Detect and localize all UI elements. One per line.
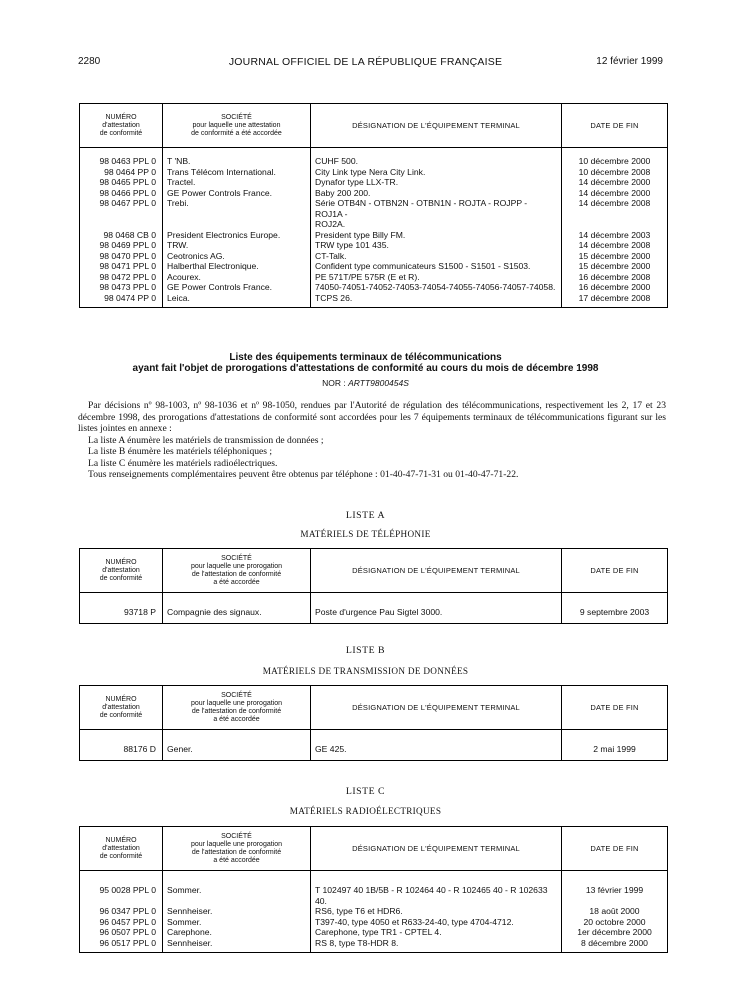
notice-title-line2: ayant fait l'objet de prorogations d'attestations de conformité au cours du mois de décembre 1998: [132, 363, 599, 374]
cell-societe: Acourex.: [163, 272, 311, 283]
cell-date-fin: 14 décembre 2008: [562, 198, 668, 230]
cell-societe: T 'NB.: [163, 148, 311, 167]
issue-date: 12 février 1999: [596, 56, 663, 67]
cell-date-fin: 10 décembre 2000: [562, 148, 668, 167]
page-number: 2280: [78, 56, 101, 67]
cell-date-fin: 16 décembre 2008: [562, 272, 668, 283]
cell-numero: 98 0464 PP 0: [80, 167, 163, 178]
cell-designation: TCPS 26.: [311, 293, 562, 308]
cell-numero: 98 0466 PPL 0: [80, 188, 163, 199]
cell-designation: City Link type Nera City Link.: [311, 167, 562, 178]
column-header-date-fin: DATE DE FIN: [562, 686, 668, 730]
cell-date-fin: 10 décembre 2008: [562, 167, 668, 178]
notice-paragraph: La liste A énumère les matériels de transmission de données ;: [88, 434, 324, 446]
table-header-row: [80, 827, 668, 871]
column-header-date-fin: DATE DE FIN: [562, 827, 668, 871]
table-row: [80, 593, 668, 624]
cell-numero: 98 0471 PPL 0: [80, 261, 163, 272]
column-header-societe: SOCIÉTÉ pour laquelle une prorogation de l'attestation de conformité a été accordée: [163, 686, 311, 730]
cell-numero: 88176 D: [80, 730, 163, 761]
cell-designation: 74050-74051-74052-74053-74054-74055-74056-74057-74058.: [311, 282, 562, 293]
column-header-designation: DÉSIGNATION DE L'ÉQUIPEMENT TERMINAL: [311, 104, 562, 148]
cell-societe: Sennheiser.: [163, 938, 311, 953]
cell-date-fin: 17 décembre 2008: [562, 293, 668, 308]
table-body: [80, 593, 668, 624]
table-row: [80, 167, 668, 178]
column-header-societe: SOCIÉTÉ pour laquelle une prorogation de l'attestation de conformité a été accordée: [163, 827, 311, 871]
cell-societe: Gener.: [163, 730, 311, 761]
liste-a-heading: LISTE A: [345, 510, 386, 521]
cell-designation: Confident type communicateurs S1500 - S1501 - S1503.: [311, 261, 562, 272]
cell-date-fin: 15 décembre 2000: [562, 261, 668, 272]
cell-numero: 95 0028 PPL 0: [80, 871, 163, 907]
table-row: [80, 251, 668, 262]
cell-date-fin: 9 septembre 2003: [562, 593, 668, 624]
table-body: [80, 730, 668, 761]
table-row: [80, 293, 668, 308]
cell-societe: GE Power Controls France.: [163, 282, 311, 293]
column-header-societe: SOCIÉTÉ pour laquelle une prorogation de l'attestation de conformité a été accordée: [163, 549, 311, 593]
table-row: [80, 230, 668, 241]
cell-designation: RS6, type T6 et HDR6.: [311, 906, 562, 917]
table-body: [80, 871, 668, 953]
column-header-date-fin: DATE DE FIN: [562, 549, 668, 593]
cell-numero: 98 0473 PPL 0: [80, 282, 163, 293]
cell-numero: 98 0474 PP 0: [80, 293, 163, 308]
attestation-table: [79, 103, 668, 308]
table-row: [80, 282, 668, 293]
liste-b-subheading: MATÉRIELS DE TRANSMISSION DE DONNÉES: [262, 666, 469, 676]
cell-societe: TRW.: [163, 240, 311, 251]
cell-numero: 96 0457 PPL 0: [80, 917, 163, 928]
cell-designation: TRW type 101 435.: [311, 240, 562, 251]
cell-date-fin: 13 février 1999: [562, 871, 668, 907]
notice-paragraph: La liste B énumère les matériels téléphoniques ;: [88, 446, 273, 457]
cell-numero: 96 0347 PPL 0: [80, 906, 163, 917]
column-header-numero: NUMÉRO d'attestation de conformité: [80, 549, 163, 593]
table-row: [80, 198, 668, 230]
cell-numero: 98 0467 PPL 0: [80, 198, 163, 230]
cell-designation: T397-40, type 4050 et R633-24-40, type 4704-4712.: [311, 917, 562, 928]
liste-b-table: [79, 685, 668, 761]
cell-societe: Tractel.: [163, 177, 311, 188]
notice-paragraph: Par décisions nº 98-1003, nº 98-1036 et nº 98-1050, rendues par l'Autorité de régulation des télécommunications, respectivement les 2, 17 et 23 décembre 1998, des prorogations d'attestations de conformité sont accordées pour les 7 équipements terminaux de télécommunications figurant sur les listes jointes en annexe :: [78, 400, 666, 434]
column-header-numero: NUMÉRO d'attestation de conformité: [80, 686, 163, 730]
liste-b-heading: LISTE B: [345, 645, 386, 656]
cell-designation: RS 8, type T8-HDR 8.: [311, 938, 562, 953]
cell-designation: GE 425.: [311, 730, 562, 761]
cell-numero: 96 0517 PPL 0: [80, 938, 163, 953]
cell-numero: 98 0465 PPL 0: [80, 177, 163, 188]
cell-societe: GE Power Controls France.: [163, 188, 311, 199]
table-row: [80, 917, 668, 928]
table-row: [80, 938, 668, 953]
table-row: [80, 927, 668, 938]
cell-designation: PE 571T/PE 575R (E et R).: [311, 272, 562, 283]
table-row: [80, 272, 668, 283]
cell-societe: Carephone.: [163, 927, 311, 938]
cell-designation: Carephone, type TR1 - CPTEL 4.: [311, 927, 562, 938]
cell-numero: 93718 P: [80, 593, 163, 624]
nor-reference: [0, 378, 731, 388]
table-row: [80, 261, 668, 272]
nor-value: ARTT9800454S: [348, 378, 409, 388]
cell-date-fin: 8 décembre 2000: [562, 938, 668, 953]
cell-numero: 98 0468 CB 0: [80, 230, 163, 241]
table-row: [80, 906, 668, 917]
liste-a-subheading: MATÉRIELS DE TÉLÉPHONIE: [300, 529, 431, 539]
cell-date-fin: 15 décembre 2000: [562, 251, 668, 262]
cell-numero: 98 0463 PPL 0: [80, 148, 163, 167]
column-header-date-fin: DATE DE FIN: [562, 104, 668, 148]
table-header-row: [80, 549, 668, 593]
liste-c-heading: LISTE C: [345, 786, 386, 797]
cell-societe: Trans Télécom International.: [163, 167, 311, 178]
cell-numero: 98 0472 PPL 0: [80, 272, 163, 283]
table-body: [80, 148, 668, 308]
journal-title: JOURNAL OFFICIEL DE LA RÉPUBLIQUE FRANÇAISE: [228, 56, 503, 68]
notice-paragraph: La liste C énumère les matériels radioélectriques.: [88, 457, 278, 469]
cell-designation: Poste d'urgence Pau Sigtel 3000.: [311, 593, 562, 624]
cell-date-fin: 14 décembre 2003: [562, 230, 668, 241]
cell-designation: CUHF 500.: [311, 148, 562, 167]
column-header-designation: DÉSIGNATION DE L'ÉQUIPEMENT TERMINAL: [311, 549, 562, 593]
cell-designation: Série OTB4N - OTBN2N - OTBN1N - ROJTA - ROJPP - ROJ1A - ROJ2A.: [311, 198, 562, 230]
table-header-row: [80, 104, 668, 148]
cell-designation: T 102497 40 1B/5B - R 102464 40 - R 102465 40 - R 102633 40.: [311, 871, 562, 907]
liste-c-subheading: MATÉRIELS RADIOÉLECTRIQUES: [289, 806, 442, 816]
table-row: [80, 240, 668, 251]
table-row: [80, 148, 668, 167]
cell-societe: Leica.: [163, 293, 311, 308]
cell-numero: 98 0470 PPL 0: [80, 251, 163, 262]
column-header-societe: SOCIÉTÉ pour laquelle une attestation de conformité a été accordée: [163, 104, 311, 148]
notice-title-line1: Liste des équipements terminaux de télécommunications: [229, 352, 502, 363]
cell-societe: Sommer.: [163, 917, 311, 928]
column-header-numero: NUMÉRO d'attestation de conformité: [80, 827, 163, 871]
notice-paragraph: Tous renseignements complémentaires peuvent être obtenus par téléphone : 01-40-47-71-31 ou 01-40-47-71-22.: [88, 469, 519, 480]
cell-societe: Sennheiser.: [163, 906, 311, 917]
cell-designation: Baby 200 200.: [311, 188, 562, 199]
column-header-numero: NUMÉRO d'attestation de conformité: [80, 104, 163, 148]
table-row: [80, 188, 668, 199]
cell-societe: President Electronics Europe.: [163, 230, 311, 241]
cell-numero: 98 0469 PPL 0: [80, 240, 163, 251]
liste-c-table: [79, 826, 668, 953]
cell-societe: Halberthal Electronique.: [163, 261, 311, 272]
cell-designation: CT-Talk.: [311, 251, 562, 262]
cell-date-fin: 14 décembre 2000: [562, 188, 668, 199]
table-header-row: [80, 686, 668, 730]
table-row: [80, 177, 668, 188]
cell-date-fin: 16 décembre 2000: [562, 282, 668, 293]
notice-body: [78, 400, 666, 481]
cell-designation: Dynafor type LLX-TR.: [311, 177, 562, 188]
cell-date-fin: 18 août 2000: [562, 906, 668, 917]
cell-date-fin: 1er décembre 2000: [562, 927, 668, 938]
cell-date-fin: 14 décembre 2000: [562, 177, 668, 188]
liste-a-table: [79, 548, 668, 624]
cell-societe: Trebi.: [163, 198, 311, 230]
cell-date-fin: 2 mai 1999: [562, 730, 668, 761]
cell-numero: 96 0507 PPL 0: [80, 927, 163, 938]
table-row: [80, 871, 668, 907]
cell-designation: President type Billy FM.: [311, 230, 562, 241]
cell-societe: Compagnie des signaux.: [163, 593, 311, 624]
cell-societe: Ceotronics AG.: [163, 251, 311, 262]
cell-date-fin: 14 décembre 2008: [562, 240, 668, 251]
nor-label: NOR :: [322, 378, 346, 388]
column-header-designation: DÉSIGNATION DE L'ÉQUIPEMENT TERMINAL: [311, 827, 562, 871]
column-header-designation: DÉSIGNATION DE L'ÉQUIPEMENT TERMINAL: [311, 686, 562, 730]
table-row: [80, 730, 668, 761]
cell-societe: Sommer.: [163, 871, 311, 907]
cell-date-fin: 20 octobre 2000: [562, 917, 668, 928]
